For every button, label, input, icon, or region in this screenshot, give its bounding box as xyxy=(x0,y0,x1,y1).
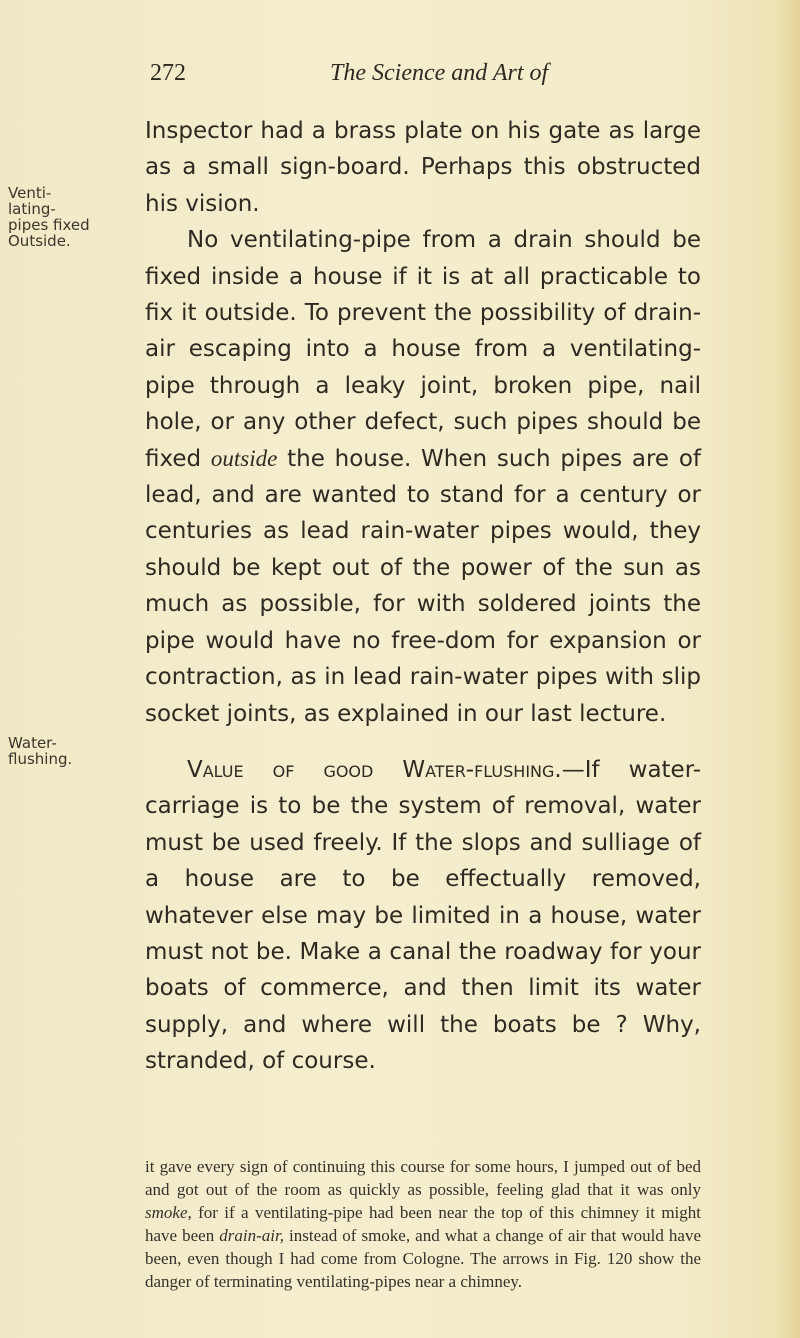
section-heading: Value of good Water-flushing. xyxy=(187,756,562,783)
page-number: 272 xyxy=(150,60,186,86)
body-text xyxy=(145,113,701,1080)
footnote xyxy=(145,1155,701,1293)
paragraph-text: No ventilating-pipe from a drain should be fixed inside a house if it is at all practicable to fix it outside. To prevent the possibility of drain-air escaping into a house from a ventilating-pipe through a leaky joint, broken pipe, nail hole, or any other defect, such pipes should be fixed xyxy=(145,227,701,472)
margin-note-line: lating- xyxy=(8,200,56,218)
footnote-text: for if a ventilating-pipe had been near the top of this chimney it might have been xyxy=(145,1203,701,1245)
footnote-emphasis-smoke: smoke, xyxy=(145,1203,192,1222)
running-title: The Science and Art of xyxy=(330,60,549,86)
margin-note-line: Water- xyxy=(8,734,57,752)
paragraph-water-flushing xyxy=(145,752,701,1080)
margin-note-ventilating xyxy=(8,185,128,249)
footnote-text: instead of smoke, and what a change of air that would have been, even though I had come from Cologne. The arrows in Fig. 120 show the danger of terminating ventilating-pipes near a chimney. xyxy=(145,1226,701,1291)
footnote-emphasis-drain-air: drain-air, xyxy=(219,1226,284,1245)
margin-note-flushing xyxy=(8,735,128,767)
page-edge-shadow xyxy=(778,0,800,1338)
margin-note-line: Venti- xyxy=(8,184,52,202)
paragraph-inspector: Inspector had a brass plate on his gate as large as a small sign-board. Perhaps this obstructed his vision. xyxy=(145,118,701,217)
margin-note-line: Outside. xyxy=(8,232,71,250)
paragraph-ventilating-pipes xyxy=(145,222,701,732)
footnote-text: it gave every sign of continuing this course for some hours, I jumped out of bed and got out of the room as quickly as possible, feeling glad that it was only xyxy=(145,1157,701,1199)
margin-note-line: flushing. xyxy=(8,750,73,768)
margin-note-line: pipes fixed xyxy=(8,216,90,234)
paragraph-text: the house. When such pipes are of lead, and are wanted to stand for a century or centuries as lead rain-water pipes would, they should be kept out of the power of the sun as much as possible, for with soldered joints the pipe would have no free-dom for expansion or contraction, as in lead rain-water pipes with slip socket joints, as explained in our last lecture. xyxy=(145,445,701,727)
emphasis-outside: outside xyxy=(210,445,278,471)
paragraph-text: —If water-carriage is to be the system of removal, water must be used freely. If the slops and sulliage of a house are to be effectually removed, whatever else may be limited in a house, water must not be. Make a canal the roadway for your boats of commerce, and then limit its water supply, and where will the boats be ? Why, stranded, of course. xyxy=(145,756,701,1075)
